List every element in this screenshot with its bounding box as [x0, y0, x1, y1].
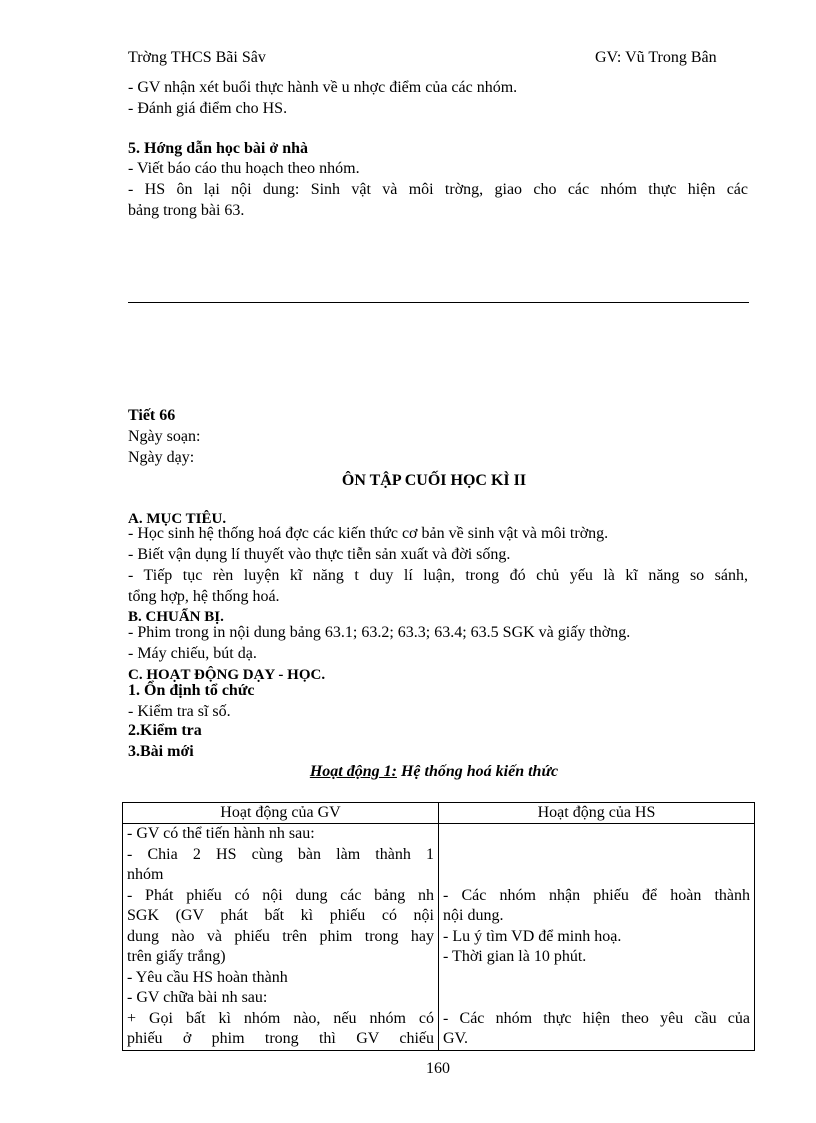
hs-line: - Lu ý tìm VD để minh hoạ.: [443, 927, 622, 945]
spacer: [443, 968, 750, 989]
table-header-row: [123, 803, 755, 824]
prep-line: - Phim trong in nội dung bảng 63.1; 63.2; 63.3; 63.4; 63.5 SGK và giấy thờng.: [128, 624, 631, 641]
hs-line: - Các nhóm nhận phiếu để hoàn thành: [443, 886, 750, 904]
section-heading: 5. Hớng dẫn học bài ở nhà: [128, 140, 308, 157]
objective-line: tổng hợp, hệ thống hoá.: [128, 588, 280, 605]
divider: [128, 302, 749, 303]
objective-line: - Học sinh hệ thống hoá đợc các kiến thức cơ bản về sinh vật và môi trờng.: [128, 525, 609, 542]
header-gv: Hoạt động của GV: [123, 803, 439, 824]
gv-line: SGK (GV phát bất kì phiếu có nội: [127, 907, 434, 924]
section-a-heading: A. MỤC TIÊU.: [128, 511, 227, 527]
step-heading: 2.Kiểm tra: [128, 722, 202, 739]
school-name: Trờng THCS Bãi Sâv: [128, 49, 266, 66]
text-line: - Viết báo cáo thu hoạch theo nhóm.: [128, 160, 360, 177]
hs-line: nội dung.: [443, 907, 504, 924]
gv-line: - Yêu cầu HS hoàn thành: [127, 968, 288, 986]
gv-cell: [123, 824, 439, 1051]
text-line: - Đánh giá điểm cho HS.: [128, 100, 288, 117]
spacer: [443, 845, 750, 866]
step-heading: 1. Ổn định tổ chức: [128, 682, 255, 699]
gv-line: dung nào và phiếu trên phim trong hay: [127, 927, 434, 945]
gv-line: - Chia 2 HS cùng bàn làm thành 1: [127, 845, 434, 863]
objective-line: - Tiếp tục rèn luyện kĩ năng t duy lí luận, trong đó chủ yếu là kĩ năng so sánh,: [128, 567, 748, 584]
gv-line: - GV chữa bài nh sau:: [127, 989, 268, 1006]
lesson-number: Tiết 66: [128, 407, 176, 424]
table-row: [123, 824, 755, 1051]
gv-line: - Phát phiếu có nội dung các bảng nh: [127, 886, 434, 904]
section-c-heading: C. HOẠT ĐỘNG DẠY - HỌC.: [128, 667, 326, 683]
date-taught: Ngày dạy:: [128, 449, 195, 466]
page-number: 160: [426, 1060, 450, 1077]
hs-cell: [439, 824, 755, 1051]
activity-prefix: Hoạt động 1:: [309, 763, 397, 780]
date-prepared: Ngày soạn:: [128, 428, 201, 445]
text-line: bảng trong bài 63.: [128, 202, 245, 219]
spacer: [443, 865, 750, 886]
gv-line: - GV có thể tiến hành nh sau:: [127, 825, 315, 842]
gv-line: phiếu ở phim trong thì GV chiếu: [127, 1030, 434, 1047]
prep-line: - Máy chiếu, bút dạ.: [128, 645, 257, 662]
gv-line: + Gọi bất kì nhóm nào, nếu nhóm có: [127, 1009, 434, 1027]
text-line: - HS ôn lại nội dung: Sinh vật và môi trờng, giao cho các nhóm thực hiện các: [128, 181, 748, 198]
activity-title: Hệ thống hoá kiến thức: [396, 763, 559, 780]
gv-line: nhóm: [127, 866, 164, 883]
header-hs: Hoạt động của HS: [439, 803, 755, 824]
step-text: - Kiểm tra sĩ số.: [128, 703, 231, 720]
step-heading: 3.Bài mới: [128, 743, 194, 760]
spacer: [443, 988, 750, 1009]
lesson-title: ÔN TẬP CUỐI HỌC KÌ II: [341, 472, 527, 489]
spacer: [443, 824, 750, 845]
hs-line: - Các nhóm thực hiện theo yêu cầu của: [443, 1009, 750, 1027]
activity-heading: [0, 762, 816, 782]
text-line: - GV nhận xét buổi thực hành về u nhợc điểm của các nhóm.: [128, 79, 518, 96]
objective-line: - Biết vận dụng lí thuyết vào thực tiễn sản xuất và đời sống.: [128, 546, 511, 563]
hs-line: GV.: [443, 1030, 469, 1047]
activity-table: [122, 802, 755, 1051]
section-b-heading: B. CHUẨN BỊ.: [128, 609, 224, 625]
teacher-name: GV: Vũ Trong Bân: [595, 49, 717, 66]
hs-line: - Thời gian là 10 phút.: [443, 948, 587, 965]
gv-line: trên giấy trắng): [127, 948, 226, 965]
